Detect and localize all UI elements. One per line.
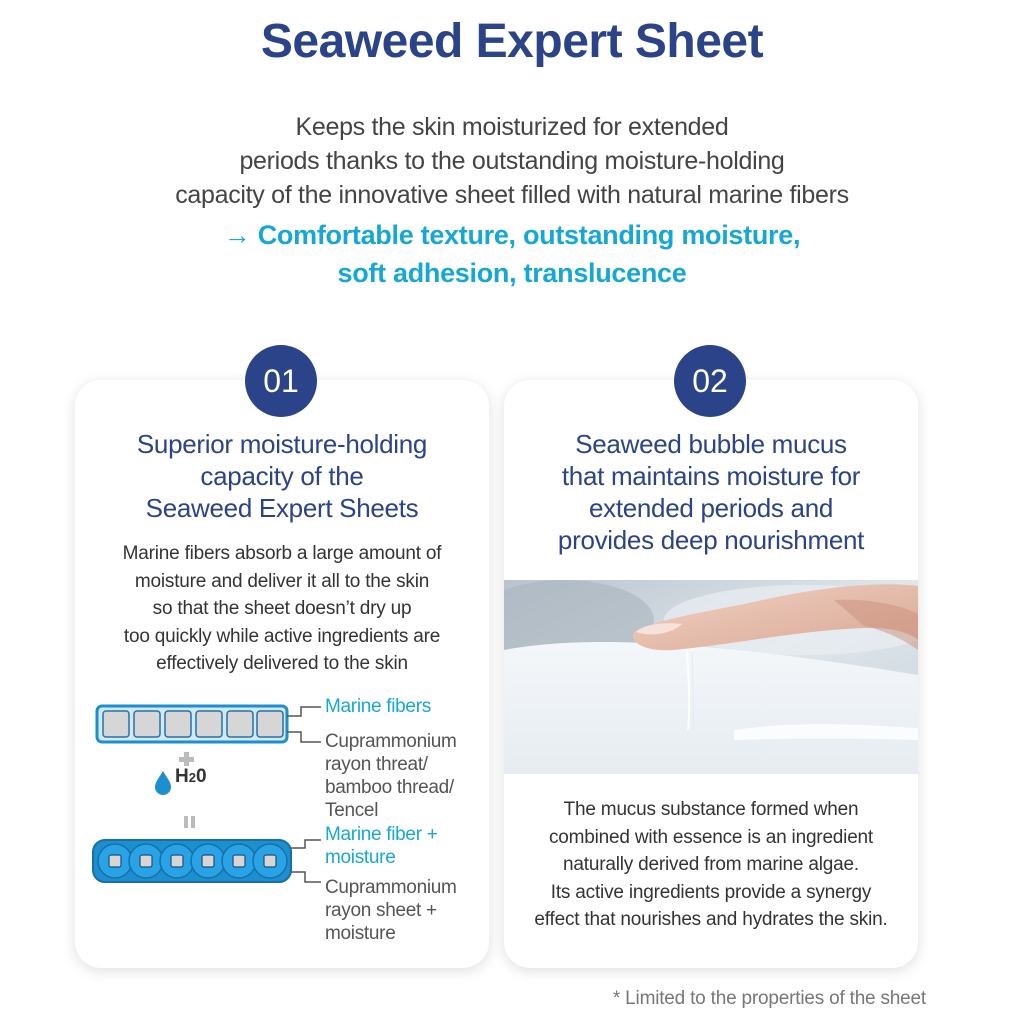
dry-fiber-strip (97, 706, 287, 742)
badge-01: 01 (245, 345, 317, 417)
card-body-line: Its active ingredients provide a synergy (550, 881, 872, 903)
sheet-label-line: rayon sheet + (325, 900, 437, 921)
card-title-line: provides deep nourishment (557, 525, 865, 555)
sheet-label-line: Cuprammonium (325, 877, 457, 898)
card-body (504, 796, 918, 934)
h2o-h: H (175, 766, 189, 787)
h2o-sub: 2 (188, 770, 196, 785)
fiber-moisture-line: Marine fiber + (325, 824, 438, 845)
card-body-line: effectively delivered to the skin (156, 653, 408, 674)
feature-card-1 (75, 380, 489, 968)
equals-icon (184, 816, 195, 828)
fiber-moisture-label (325, 823, 438, 869)
card-title (504, 428, 918, 556)
intro-line: Keeps the skin moisturized for extended (295, 113, 729, 141)
card-body-line: naturally derived from marine algae. (563, 854, 859, 875)
marine-fibers-label: Marine fibers (325, 696, 431, 717)
intro-text (0, 110, 1024, 212)
card-title-line: capacity of the (200, 461, 364, 491)
fiber-diagram (75, 692, 489, 952)
card-body-line: too quickly while active ingredients are (123, 625, 441, 647)
thread-label-line: Tencel (325, 800, 379, 821)
fiber-moisture-line: moisture (325, 847, 396, 868)
thread-label-line: rayon threat/ (325, 754, 428, 775)
card-title-line: Seaweed bubble mucus (575, 429, 847, 459)
mucus-photo-graphic (504, 580, 918, 774)
footnote: * Limited to the properties of the sheet (612, 988, 926, 1009)
water-drop-icon (155, 771, 171, 795)
highlight-line: soft adhesion, translucence (337, 258, 687, 288)
card-body (75, 540, 489, 678)
card-body-line: so that the sheet doesn’t dry up (152, 598, 412, 619)
card-body-line: The mucus substance formed when (563, 799, 859, 820)
highlight-text (0, 216, 1024, 292)
card-body-line: moisture and deliver it all to the skin (134, 570, 430, 592)
card-body-line: Marine fibers absorb a large amount of (122, 543, 442, 564)
feature-card-2 (504, 380, 918, 968)
sheet-label (325, 876, 457, 945)
mucus-photo (504, 580, 918, 774)
intro-line: capacity of the innovative sheet filled with natural marine fibers (175, 181, 849, 209)
highlight-line: → Comfortable texture, outstanding moisture, (223, 220, 801, 250)
wet-fiber-strip (93, 840, 291, 882)
card-title (75, 428, 489, 524)
h2o-end: 0 (195, 766, 207, 787)
card-body-line: effect that nourishes and hydrates the skin. (534, 909, 888, 930)
intro-line: periods thanks to the outstanding moisture-holding (239, 147, 785, 175)
sheet-label-line: moisture (325, 923, 396, 944)
thread-label-line: Cuprammonium (325, 731, 457, 752)
card-title-line: that maintains moisture for (561, 461, 861, 491)
page-title: Seaweed Expert Sheet (260, 15, 764, 68)
card-body-line: combined with essence is an ingredient (548, 826, 874, 848)
h2o-label (175, 766, 207, 788)
thread-label (325, 730, 457, 822)
card-title-line: Seaweed Expert Sheets (145, 493, 419, 523)
badge-02: 02 (674, 345, 746, 417)
card-title-line: Superior moisture-holding (136, 429, 428, 459)
card-title-line: extended periods and (588, 493, 834, 523)
thread-label-line: bamboo thread/ (325, 777, 454, 798)
plus-icon (179, 752, 194, 766)
